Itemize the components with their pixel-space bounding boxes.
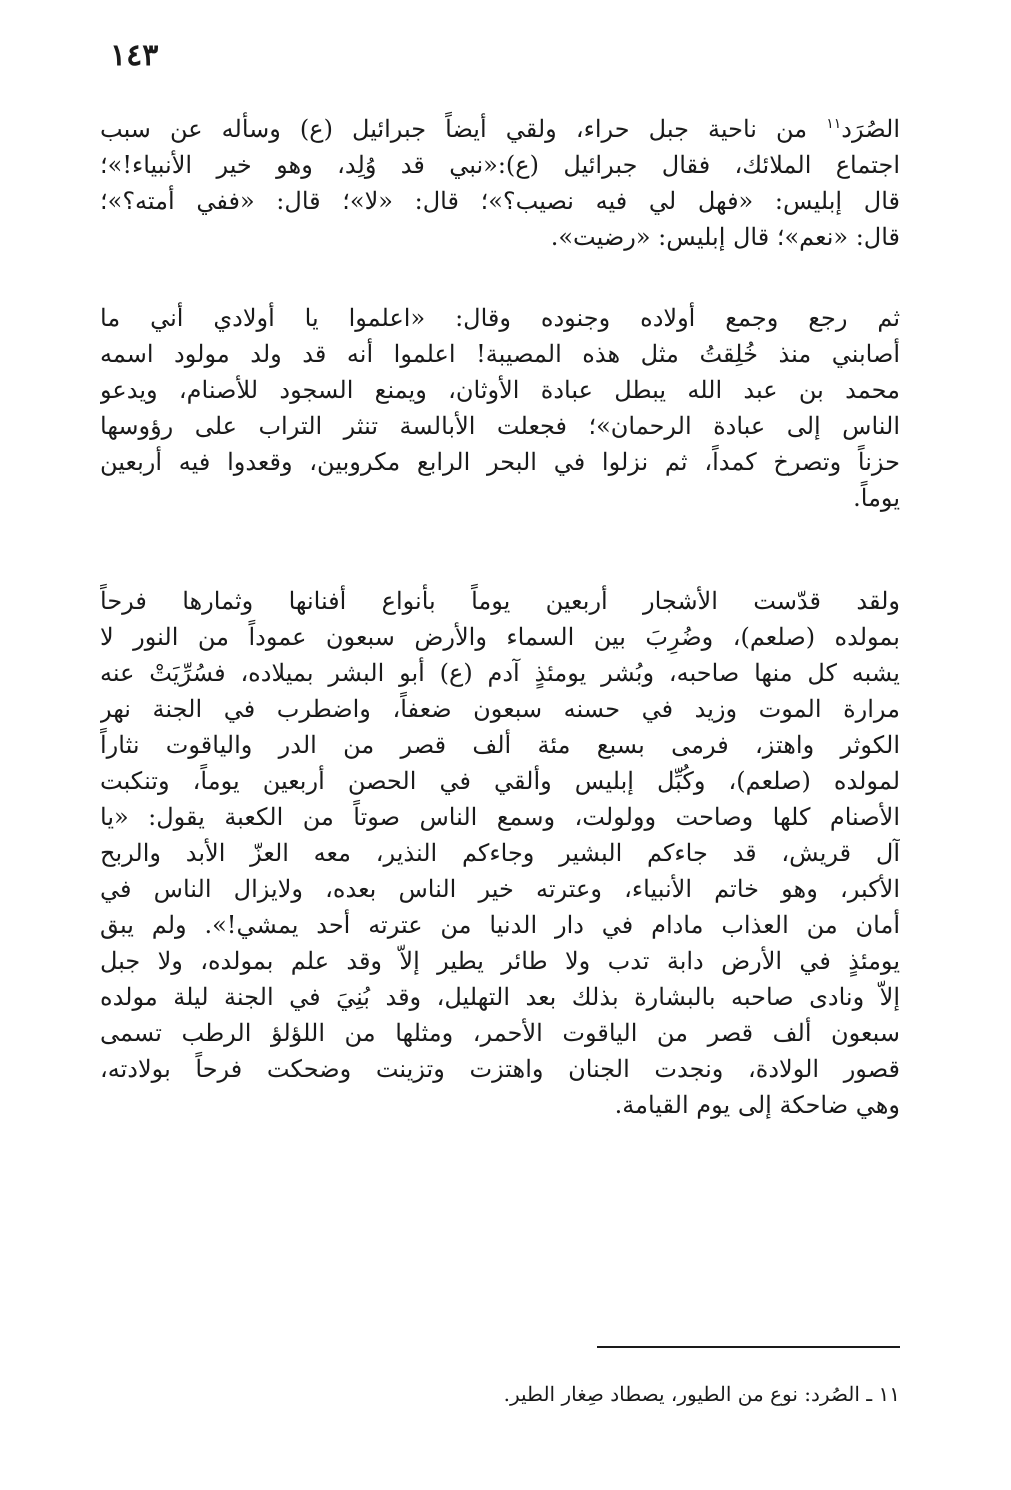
paragraph-1 — [100, 111, 900, 255]
text-line: الأصنام كلها وصاحت وولولت، وسمع الناس صوتاً من الكعبة يقول: «يا — [100, 803, 900, 831]
footnote-marker[interactable]: ١١ — [826, 116, 842, 132]
text-line: آل قريش، قد جاءكم البشير وجاءكم النذير، معه العزّ الأبد والربح — [100, 839, 900, 867]
paragraph-2 — [100, 300, 900, 516]
text-line: ثم رجع وجمع أولاده وجنوده وقال: «اعلموا يا أولادي أني ما — [100, 304, 900, 332]
text-line: أمان من العذاب مادام في دار الدنيا من عترته أحد يمشي!». ولم يبق — [100, 911, 900, 939]
text-line — [100, 111, 900, 147]
text-line: حزناً وتصرخ كمداً، ثم نزلوا في البحر الرابع مكروبين، وقعدوا فيه أربعين — [100, 448, 900, 476]
text-line: مرارة الموت وزيد في حسنه سبعون ضعفاً، واضطرب في الجنة نهر — [100, 695, 900, 723]
text-line: بمولده (صلعم)، وضُرِبَ بين السماء والأرض سبعون عموداً من النور لا — [100, 623, 900, 651]
footnote-separator — [597, 1346, 900, 1348]
text-line: الكوثر واهتز، فرمى بسبع مئة ألف قصر من الدر والياقوت نثاراً — [100, 731, 900, 759]
text-line: ولقد قدّست الأشجار أربعين يوماً بأنواع أفنانها وثمارها فرحاً — [100, 587, 900, 615]
text-segment: من ناحية جبل حراء، ولقي أيضاً جبرائيل (ع) وسأله عن سبب — [100, 115, 827, 143]
text-line: اجتماع الملائك، فقال جبرائيل (ع):«نبي قد وُلِد، وهو خير الأنبياء!»؛ — [100, 151, 900, 179]
text-line: قال إبليس: «فهل لي فيه نصيب؟»؛ قال: «لا»؛ قال: «ففي أمته؟»؛ — [100, 187, 900, 215]
text-line: يشبه كل منها صاحبه، وبُشر يومئذٍ آدم (ع) أبو البشر بميلاده، فسُرِّيَتْ عنه — [100, 659, 900, 687]
text-line: إلاّ ونادى صاحبه بالبشارة بذلك بعد التهليل، وقد بُنِيَ في الجنة ليلة مولده — [100, 983, 900, 1011]
footnote: ١١ ـ الصُرد: نوع من الطيور، يصطاد صِغار الطير. — [503, 1382, 900, 1406]
text-line: وهي ضاحكة إلى يوم القيامة. — [614, 1091, 900, 1119]
text-line: محمد بن عبد الله يبطل عبادة الأوثان، ويمنع السجود للأصنام، ويدعو — [100, 376, 900, 404]
text-line: أصابني منذ خُلِقتُ مثل هذه المصيبة! اعلموا أنه قد ولد مولود اسمه — [100, 340, 900, 368]
text-line: يوماً. — [853, 484, 900, 512]
text-line: قال: «نعم»؛ قال إبليس: «رضيت». — [550, 223, 900, 251]
text-line: يومئذٍ في الأرض دابة تدب ولا طائر يطير إلاّ وقد علم بمولده، ولا جبل — [100, 947, 900, 975]
paragraph-3 — [100, 583, 900, 1123]
text-line: الأكبر، وهو خاتم الأنبياء، وعترته خير الناس بعده، ولايزال الناس في — [100, 875, 900, 903]
page-number: ١٤٣ — [110, 38, 159, 73]
text-line: سبعون ألف قصر من الياقوت الأحمر، ومثلها من اللؤلؤ الرطب تسمى — [100, 1019, 900, 1047]
text-line: لمولده (صلعم)، وكُبِّل إبليس وألقي في الحصن أربعين يوماً، وتنكبت — [100, 767, 900, 795]
text-line: قصور الولادة، ونجدت الجنان واهتزت وتزينت وضحكت فرحاً بولادته، — [100, 1055, 900, 1083]
text-segment: الصُرَد — [841, 115, 900, 143]
text-line: الناس إلى عبادة الرحمان»؛ فجعلت الأبالسة تنثر التراب على رؤوسها — [100, 412, 900, 440]
